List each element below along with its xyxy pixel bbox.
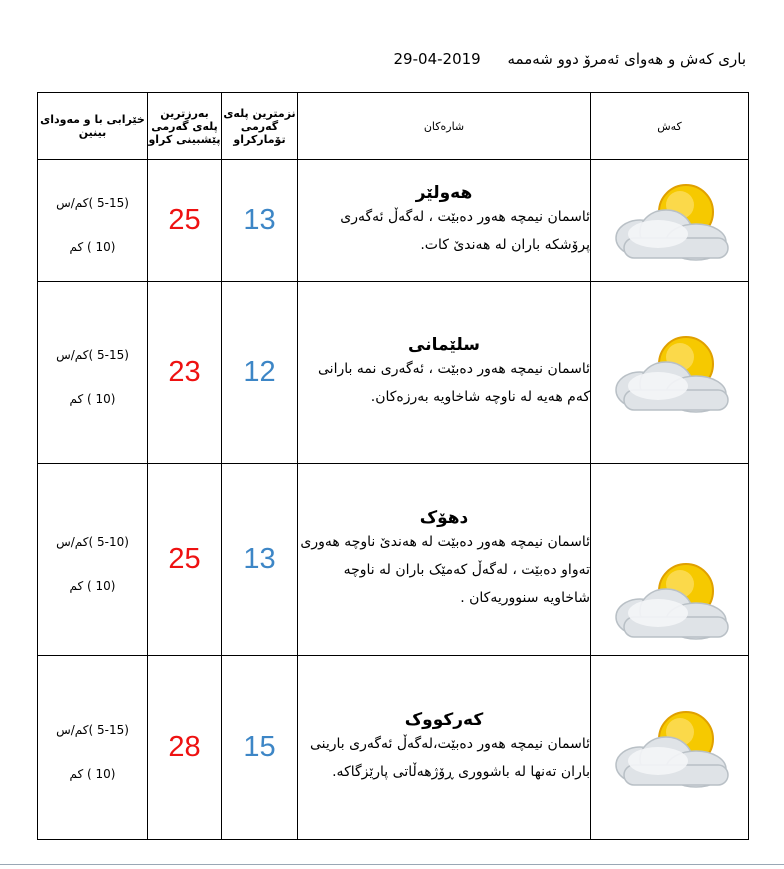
- city-cell: [298, 464, 591, 656]
- visibility-distance: (10 ) کم: [69, 391, 116, 406]
- visibility-cell: [38, 464, 148, 656]
- visibility-cell: [38, 160, 148, 282]
- table-row: [38, 160, 749, 282]
- min-temp: 15: [222, 656, 298, 840]
- wind-speed: (5-15 )کم/س: [56, 195, 129, 210]
- city-cell: [298, 160, 591, 282]
- page-footer-line: [0, 864, 784, 865]
- weather-cell: [591, 160, 749, 282]
- forecast-text: ئاسمان نیمچە هەور دەبێت،لەگەڵ ئەگەری بارینی باران تەنها لە باشووری ڕۆژهەڵاتی پارێزگاکە.: [309, 735, 590, 780]
- header-weather: کەش: [591, 93, 749, 160]
- max-temp: 23: [148, 282, 222, 464]
- forecast-text: ئاسمان نیمچە هەور دەبێت ، لەگەڵ ئەگەری پرۆشکە باران لە هەندێ کات.: [340, 208, 590, 253]
- visibility-distance: (10 ) کم: [69, 239, 116, 254]
- city-name: هەولێر: [415, 182, 473, 203]
- min-temp: 12: [222, 282, 298, 464]
- visibility-distance: (10 ) کم: [69, 766, 116, 781]
- table-row: [38, 282, 749, 464]
- min-temp: 13: [222, 464, 298, 656]
- header-max-temp: بەرزترین پلەی گەرمی پێشبینی کراو: [148, 93, 222, 160]
- page-title: [356, 50, 746, 72]
- visibility-distance: (10 ) کم: [69, 578, 116, 593]
- header-visibility: خێرابی با و مەودای بینین: [38, 93, 148, 160]
- visibility-cell: [38, 282, 148, 464]
- weather-cell: [591, 464, 749, 656]
- wind-speed: (5-15 )کم/س: [56, 347, 129, 362]
- partly-cloudy-icon: [606, 555, 734, 645]
- table-row: [38, 464, 749, 656]
- weather-cell: [591, 282, 749, 464]
- max-temp: 25: [148, 464, 222, 656]
- forecast-text: ئاسمان نیمچە هەور دەبێت ، ئەگەری نمە بارانی کەم هەیە لە ناوچە شاخاویە بەرزەکان.: [318, 360, 590, 405]
- wind-speed: (5-10 )کم/س: [56, 534, 129, 549]
- table-row: [38, 656, 749, 840]
- city-cell: [298, 656, 591, 840]
- title-date: 2019-04-29: [393, 50, 481, 68]
- forecast-text: ئاسمان نیمچە هەور دەبێت لە هەندێ ناوچە هەوری تەواو دەبێت ، لەگەڵ کەمێک باران لە ناوچە شاخاویە سنووریەکان .: [300, 533, 590, 606]
- partly-cloudy-icon: [606, 703, 734, 793]
- max-temp: 25: [148, 160, 222, 282]
- weather-table: [37, 92, 749, 840]
- city-name: کەرکووک: [404, 709, 484, 730]
- city-name: سلێمانی: [408, 334, 480, 355]
- visibility-cell: [38, 656, 148, 840]
- header-min-temp: نزمترین پلەی گەرمی تۆمارکراو: [222, 93, 298, 160]
- weather-cell: [591, 656, 749, 840]
- max-temp: 28: [148, 656, 222, 840]
- wind-speed: (5-15 )کم/س: [56, 722, 129, 737]
- min-temp: 13: [222, 160, 298, 282]
- partly-cloudy-icon: [606, 176, 734, 266]
- city-cell: [298, 282, 591, 464]
- partly-cloudy-icon: [606, 328, 734, 418]
- city-name: دهۆک: [419, 507, 469, 528]
- header-cities: شارەکان: [298, 93, 591, 160]
- title-text: باری کەش و هەوای ئەمرۆ دوو شەممە: [507, 50, 746, 68]
- table-header-row: [38, 93, 749, 160]
